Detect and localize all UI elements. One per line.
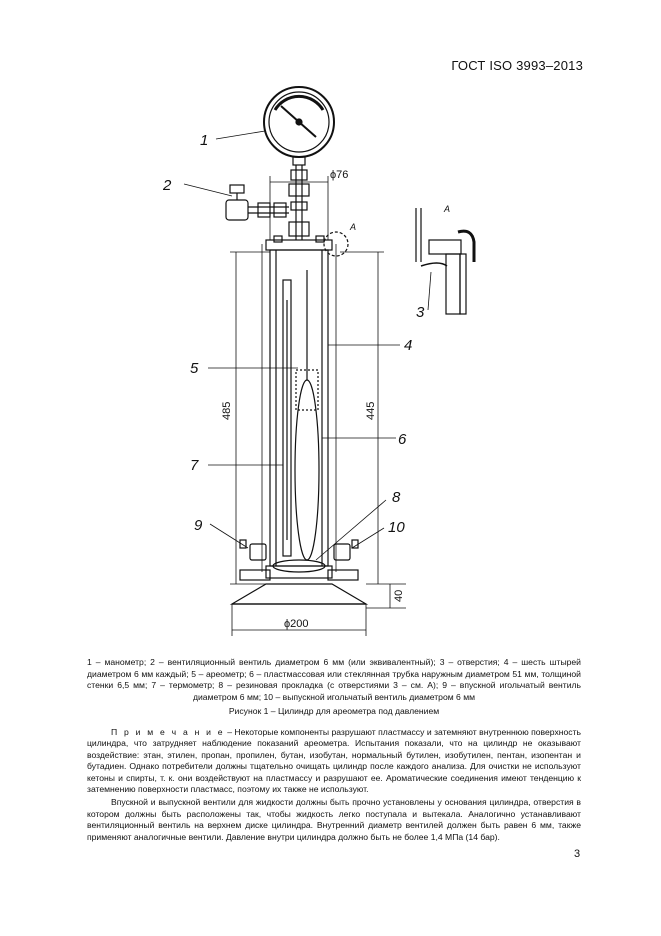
note-label: П р и м е ч а н и е [111,727,225,737]
valves-paragraph: Впускной и выпускной вентили для жидкости должны быть прочно установлены у основания цилиндра, отверстия в котором должны быть расположены так, чтобы жидкость легко поступала и вытекала. Аналогично устанавливают вентиляционный вентиль на верхнем диске цилиндра. Внутренний диаметр вентилей должен быть равен 6 мм, также применяют аналогичные вентили. Давление внутри цилиндра должно быть не более 1,4 МПа (14 бар). [87,797,581,842]
dim-base-diameter: ϕ200 [284,618,309,630]
figure-title: Рисунок 1 – Цилиндр для ареометра под давлением [228,706,440,716]
detail-a-drawing [416,208,474,314]
note-block [87,727,581,843]
detail-a-marker: A [350,222,357,232]
note-text: – Некоторые компоненты разрушают пластмассу и затемняют внутреннюю поверхность цилиндра, что затрудняет наблюдение показаний ареометра. Испытания показали, что на цилиндр не оказывают воздействие: этан, этилен, пропан, пропилен, бутан, изобутан, нормальный бутилен, изобутилен, пентан, изопентан и бутадиен. Однако потребители должны тщательно очищать цилиндр после каждого анализа. Для очистки не используют кетоны и спирты, т. к. они воздействуют на пластмассу и разрушают ее. Ароматические соединения имеют тенденцию к затемнению поверхности пластмасс, поэтому их также не используют. [87,727,581,795]
callout-9: 9 [194,517,203,534]
detail-a-title: A [444,204,451,214]
dim-height-inner: 445 [365,401,377,420]
figure-legend: 1 – манометр; 2 – вентиляционный вентиль диаметром 6 мм (или эквивалентный); 3 – отверстия; 4 – шесть штырей диаметром 6 мм каждый; 5 – ареометр; 6 – пластмассовая или стеклянная трубка наружным диаметром 51 мм, толщиной стенки 6,5 мм; 7 – термометр; 8 – резиновая прокладка (с отверстиями 3 – см. А); 9 – впускной игольчатый вентиль диаметром 6 мм; 10 – выпускной игольчатый вентиль диаметром 6 мм [87,657,581,702]
page-number: 3 [574,848,581,860]
dim-height-total: 485 [221,401,233,420]
callout-1: 1 [200,132,209,149]
base-drawing [232,540,366,604]
cylinder-tube-drawing [262,244,336,572]
dim-diameter-top: ϕ76 [330,169,349,181]
document-standard-header: ГОСТ ISO 3993–2013 [451,58,583,73]
callout-10: 10 [388,519,405,536]
valve-stem-drawing [226,165,309,240]
dim-base-height: 40 [393,589,405,602]
callout-6: 6 [398,431,407,448]
callout-5: 5 [190,360,199,377]
callout-2: 2 [163,177,172,194]
callout-7: 7 [190,457,199,474]
pressure-gauge-drawing [264,87,334,165]
callout-4: 4 [404,337,413,354]
callout-8: 8 [392,489,401,506]
callout-3: 3 [416,304,425,321]
